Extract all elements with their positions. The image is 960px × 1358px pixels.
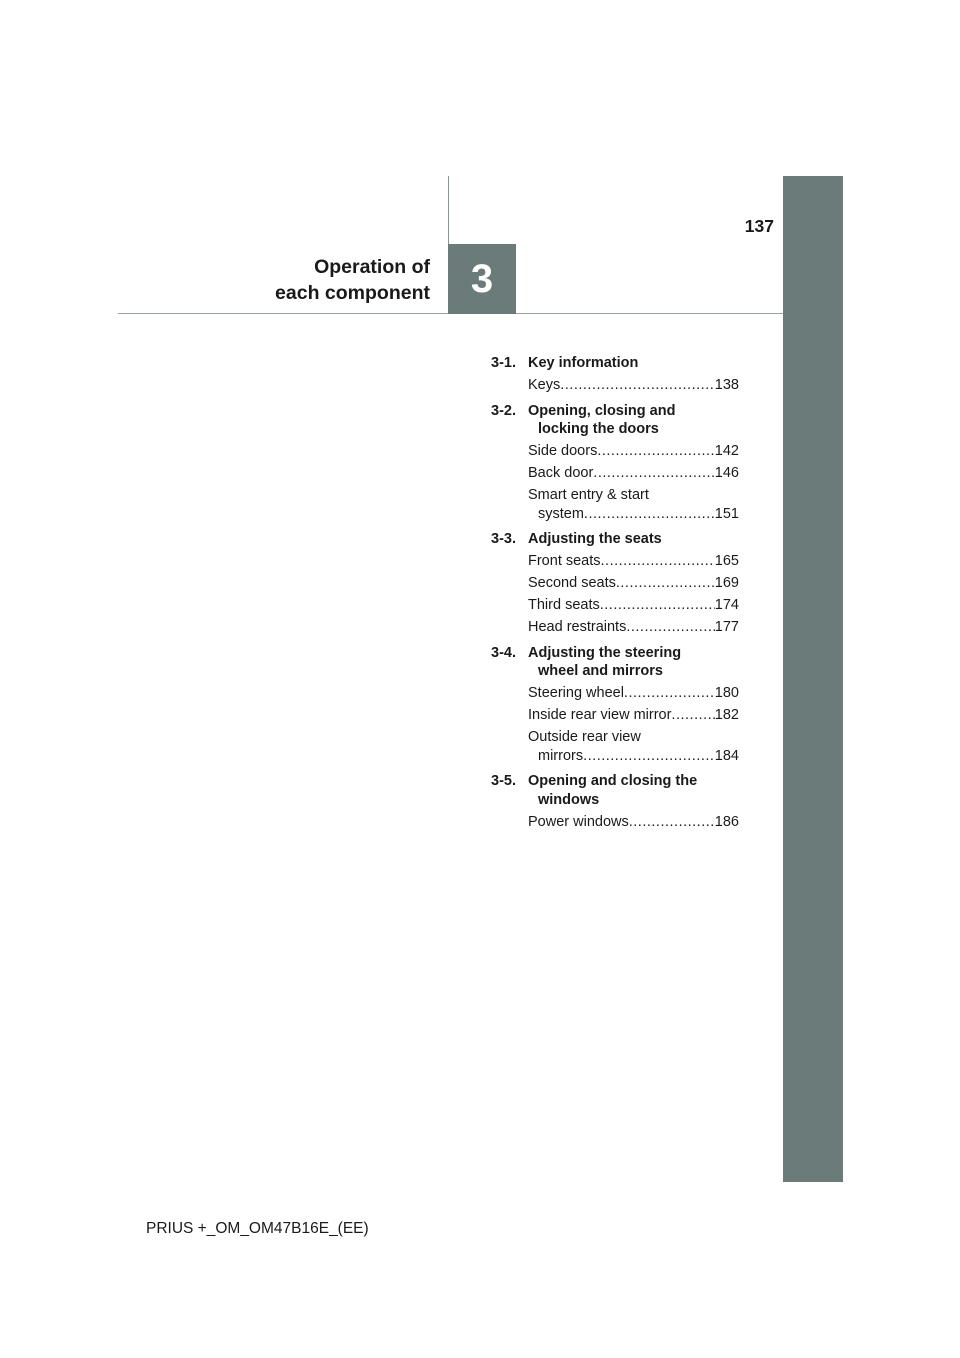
toc-entry-page: 180 [714,685,739,701]
toc-section-number: 3-4. [491,644,516,661]
dot-leader [671,706,714,725]
toc-section-title-line: Key information [528,355,639,371]
toc-section-title-line: Adjusting the seats [528,531,662,547]
dot-leader [593,464,715,483]
chapter-title-line-2: each component [275,282,430,304]
toc-entry-page: 186 [714,813,739,830]
toc-entry-label: Inside rear view mirror [528,707,672,723]
dot-leader [626,618,714,637]
chapter-number-box [448,244,516,314]
toc-entry-page: 169 [714,575,739,591]
toc-entry-page: 146 [714,465,739,481]
table-of-contents [491,354,739,831]
toc-section-title-line: Adjusting the steering [528,644,682,661]
toc-entry-label: Front seats [528,553,601,569]
toc-section-number: 3-1. [491,355,516,371]
toc-entry-label: mirrors [538,747,584,764]
dot-leader [616,574,715,593]
toc-entry-label: Steering wheel [528,685,624,701]
dot-leader [624,684,715,703]
toc-entry-label: Second seats [528,575,616,591]
toc-entry-page: 165 [714,553,739,569]
chapter-number: 3 [470,256,494,301]
toc-entry[interactable] [528,552,739,571]
toc-entry[interactable] [528,464,739,483]
toc-entry-label: Back door [528,465,594,481]
toc-entry[interactable] [528,813,739,832]
toc-entry-page: 142 [714,443,739,459]
toc-entry-label: Keys [528,377,561,393]
vertical-divider [448,176,449,244]
toc-entry-label: Side doors [528,443,598,459]
chapter-title-line-1: Operation of [314,256,430,278]
toc-entry-page: 182 [714,707,739,723]
toc-entry-label: Power windows [528,813,629,830]
dot-leader [600,596,715,615]
toc-entry[interactable] [528,596,739,615]
toc-entry[interactable] [528,684,739,703]
dot-leader [629,813,715,832]
toc-entry[interactable] [528,618,739,637]
dot-leader [601,552,715,571]
toc-entry[interactable] [528,574,739,593]
toc-section-title [528,402,739,439]
toc-section-heading[interactable] [491,354,739,373]
toc-entry-label-line: Outside rear view [528,729,641,745]
chapter-side-tab [783,176,843,1182]
toc-entry[interactable] [528,376,739,395]
toc-entry-page: 177 [714,619,739,635]
toc-section-heading[interactable] [491,644,739,681]
document-footer: PRIUS +_OM_OM47B16E_(EE) [146,1220,369,1237]
toc-section-heading[interactable] [491,772,739,809]
toc-entry-label-line: Smart entry & start [528,487,649,503]
toc-entry[interactable] [528,442,739,461]
toc-section-title [528,530,739,549]
toc-entry-page: 184 [714,747,739,764]
toc-section-title [528,644,739,681]
toc-entry-label: Head restraints [528,619,627,635]
toc-section-number: 3-2. [491,402,516,419]
toc-entry[interactable] [528,706,739,725]
toc-section-title-line: windows [538,791,600,808]
toc-entry-label: system [538,505,584,522]
toc-entry-label: Third seats [528,597,600,613]
toc-section-number: 3-5. [491,773,516,789]
toc-section-title [528,354,739,373]
toc-entry-page: 174 [714,597,739,613]
toc-entry[interactable] [528,486,739,523]
dot-leader [583,747,715,766]
toc-section-title [528,772,739,809]
toc-section-title-line: Opening, closing and [528,402,676,419]
toc-section-title-line: locking the doors [538,421,659,437]
chapter-title [275,254,430,306]
toc-section-heading[interactable] [491,402,739,439]
page-number: 137 [744,216,774,236]
dot-leader [560,376,715,395]
toc-section-number: 3-3. [491,531,516,547]
toc-entry-page: 151 [714,505,739,522]
toc-section-title-line: Opening and closing the [528,773,698,789]
toc-entry[interactable] [528,728,739,765]
toc-section-title-line: wheel and mirrors [538,663,663,679]
toc-entry-page: 138 [714,377,739,393]
dot-leader [597,442,714,461]
dot-leader [584,505,715,524]
toc-section-heading[interactable] [491,530,739,549]
